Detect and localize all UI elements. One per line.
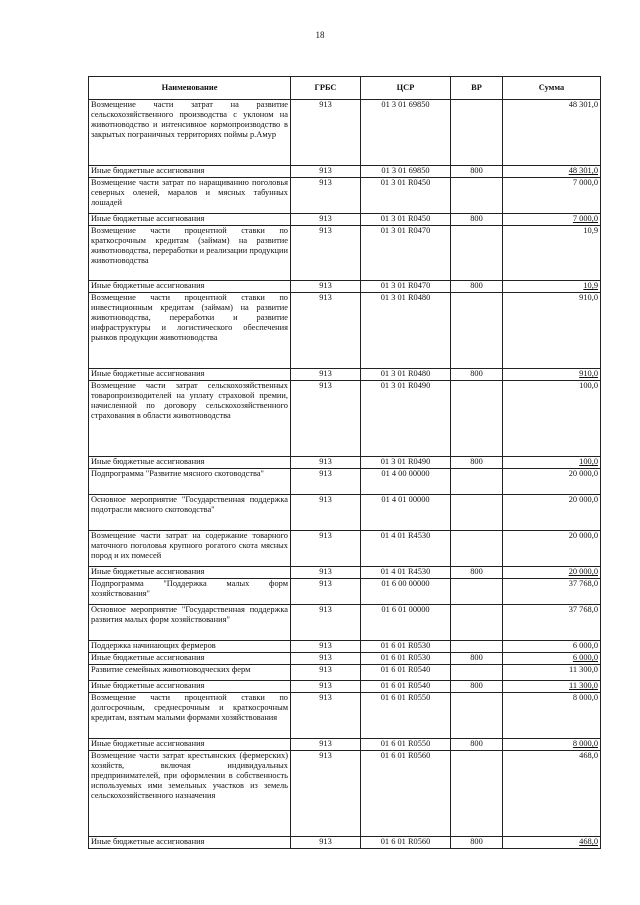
cell-sum: 48 301,0 xyxy=(503,100,601,166)
cell-grbs: 913 xyxy=(291,653,361,665)
cell-csr: 01 6 01 R0530 xyxy=(361,653,451,665)
cell-name: Иные бюджетные ассигнования xyxy=(89,166,291,178)
cell-grbs: 913 xyxy=(291,579,361,605)
cell-vr xyxy=(451,178,503,214)
cell-name: Поддержка начинающих фермеров xyxy=(89,641,291,653)
cell-vr xyxy=(451,495,503,531)
cell-vr: 800 xyxy=(451,369,503,381)
cell-vr xyxy=(451,381,503,457)
cell-vr xyxy=(451,469,503,495)
header-vr: ВР xyxy=(451,77,503,100)
cell-grbs: 913 xyxy=(291,495,361,531)
cell-sum: 6 000,0 xyxy=(503,653,601,665)
table-row xyxy=(89,837,601,849)
table-row xyxy=(89,178,601,214)
table-row xyxy=(89,457,601,469)
cell-csr: 01 6 01 R0550 xyxy=(361,693,451,739)
cell-name: Иные бюджетные ассигнования xyxy=(89,281,291,293)
cell-vr: 800 xyxy=(451,681,503,693)
cell-name: Иные бюджетные ассигнования xyxy=(89,369,291,381)
cell-vr xyxy=(451,293,503,369)
cell-name: Возмещение части затрат крестьянских (фермерских) хозяйств, включая индивидуальных предпринимателей, при оформлении в собственность используемых ими земельных участков из земель сельскохозяйственного назначения xyxy=(89,751,291,837)
cell-grbs: 913 xyxy=(291,457,361,469)
cell-sum: 910,0 xyxy=(503,293,601,369)
cell-name: Иные бюджетные ассигнования xyxy=(89,739,291,751)
cell-grbs: 913 xyxy=(291,837,361,849)
cell-grbs: 913 xyxy=(291,469,361,495)
cell-csr: 01 4 01 R4530 xyxy=(361,531,451,567)
cell-csr: 01 4 00 00000 xyxy=(361,469,451,495)
cell-sum: 7 000,0 xyxy=(503,214,601,226)
cell-name: Основное мероприятие "Государственная поддержка развития малых форм хозяйствования" xyxy=(89,605,291,641)
table-row xyxy=(89,531,601,567)
cell-sum: 37 768,0 xyxy=(503,579,601,605)
table-row xyxy=(89,693,601,739)
table-row xyxy=(89,605,601,641)
cell-sum: 10,9 xyxy=(503,226,601,281)
cell-sum: 20 000,0 xyxy=(503,495,601,531)
cell-vr: 800 xyxy=(451,166,503,178)
cell-sum: 10,9 xyxy=(503,281,601,293)
cell-vr xyxy=(451,641,503,653)
cell-vr xyxy=(451,531,503,567)
table-row xyxy=(89,214,601,226)
cell-sum: 100,0 xyxy=(503,457,601,469)
cell-vr xyxy=(451,693,503,739)
cell-grbs: 913 xyxy=(291,693,361,739)
cell-csr: 01 3 01 R0490 xyxy=(361,457,451,469)
cell-sum: 7 000,0 xyxy=(503,178,601,214)
budget-table xyxy=(88,76,601,849)
cell-vr: 800 xyxy=(451,567,503,579)
cell-sum: 20 000,0 xyxy=(503,531,601,567)
table-row xyxy=(89,641,601,653)
cell-name: Возмещение части затрат на содержание товарного маточного поголовья крупного рогатого скота мясных пород и их помесей xyxy=(89,531,291,567)
cell-grbs: 913 xyxy=(291,739,361,751)
cell-grbs: 913 xyxy=(291,751,361,837)
cell-vr xyxy=(451,605,503,641)
cell-csr: 01 6 01 R0560 xyxy=(361,837,451,849)
cell-grbs: 913 xyxy=(291,641,361,653)
table-row xyxy=(89,579,601,605)
cell-grbs: 913 xyxy=(291,226,361,281)
cell-sum: 468,0 xyxy=(503,837,601,849)
cell-csr: 01 6 01 R0550 xyxy=(361,739,451,751)
cell-sum: 8 000,0 xyxy=(503,693,601,739)
cell-grbs: 913 xyxy=(291,681,361,693)
cell-csr: 01 6 01 00000 xyxy=(361,605,451,641)
cell-csr: 01 6 01 R0540 xyxy=(361,681,451,693)
cell-vr: 800 xyxy=(451,457,503,469)
cell-name: Иные бюджетные ассигнования xyxy=(89,567,291,579)
header-name: Наименование xyxy=(89,77,291,100)
cell-name: Возмещение части затрат сельскохозяйственных товаропроизводителей на уплату страховой премии, начисленной по договору сельскохозяйственного страхования в области животноводства xyxy=(89,381,291,457)
cell-vr: 800 xyxy=(451,653,503,665)
table-header-row xyxy=(89,77,601,100)
cell-name: Возмещение части процентной ставки по краткосрочным кредитам (займам) на развитие животноводства, переработки и реализации продукции животноводства xyxy=(89,226,291,281)
cell-grbs: 913 xyxy=(291,531,361,567)
cell-name: Возмещение части затрат по наращиванию поголовья северных оленей, маралов и мясных табунных лошадей xyxy=(89,178,291,214)
cell-grbs: 913 xyxy=(291,605,361,641)
cell-csr: 01 3 01 69850 xyxy=(361,166,451,178)
cell-grbs: 913 xyxy=(291,665,361,681)
table-row xyxy=(89,469,601,495)
cell-vr xyxy=(451,100,503,166)
cell-vr: 800 xyxy=(451,837,503,849)
cell-csr: 01 3 01 R0450 xyxy=(361,214,451,226)
cell-grbs: 913 xyxy=(291,293,361,369)
cell-name: Иные бюджетные ассигнования xyxy=(89,837,291,849)
cell-sum: 6 000,0 xyxy=(503,641,601,653)
table-row xyxy=(89,665,601,681)
cell-sum: 8 000,0 xyxy=(503,739,601,751)
cell-csr: 01 6 01 R0560 xyxy=(361,751,451,837)
cell-vr xyxy=(451,665,503,681)
table-row xyxy=(89,681,601,693)
cell-grbs: 913 xyxy=(291,214,361,226)
cell-vr: 800 xyxy=(451,739,503,751)
cell-vr xyxy=(451,751,503,837)
cell-grbs: 913 xyxy=(291,178,361,214)
cell-sum: 100,0 xyxy=(503,381,601,457)
cell-vr xyxy=(451,226,503,281)
cell-name: Подпрограмма "Поддержка малых форм хозяйствования" xyxy=(89,579,291,605)
table-row xyxy=(89,653,601,665)
cell-csr: 01 4 01 00000 xyxy=(361,495,451,531)
cell-name: Возмещение части процентной ставки по долгосрочным, среднесрочным и краткосрочным кредитам, взятым малыми формами хозяйствования xyxy=(89,693,291,739)
cell-csr: 01 3 01 R0480 xyxy=(361,369,451,381)
cell-csr: 01 3 01 R0470 xyxy=(361,226,451,281)
cell-grbs: 913 xyxy=(291,166,361,178)
cell-sum: 11 300,0 xyxy=(503,681,601,693)
cell-name: Иные бюджетные ассигнования xyxy=(89,214,291,226)
cell-sum: 20 000,0 xyxy=(503,567,601,579)
cell-csr: 01 4 01 R4530 xyxy=(361,567,451,579)
page-number: 18 xyxy=(315,30,325,40)
cell-csr: 01 6 01 R0540 xyxy=(361,665,451,681)
cell-grbs: 913 xyxy=(291,567,361,579)
table-row xyxy=(89,751,601,837)
cell-name: Развитие семейных животноводческих ферм xyxy=(89,665,291,681)
cell-name: Возмещение части затрат на развитие сельскохозяйственного производства с уклоном на животноводство и интенсивное кормопроизводство в закрытых пограничных территориях поймы р.Амур xyxy=(89,100,291,166)
cell-sum: 20 000,0 xyxy=(503,469,601,495)
cell-name: Подпрограмма "Развитие мясного скотоводства" xyxy=(89,469,291,495)
cell-vr xyxy=(451,579,503,605)
cell-grbs: 913 xyxy=(291,369,361,381)
cell-sum: 48 301,0 xyxy=(503,166,601,178)
header-grbs: ГРБС xyxy=(291,77,361,100)
cell-name: Иные бюджетные ассигнования xyxy=(89,457,291,469)
cell-csr: 01 3 01 69850 xyxy=(361,100,451,166)
table-row xyxy=(89,567,601,579)
cell-grbs: 913 xyxy=(291,281,361,293)
cell-name: Иные бюджетные ассигнования xyxy=(89,681,291,693)
cell-grbs: 913 xyxy=(291,100,361,166)
cell-name: Возмещение части процентной ставки по инвестиционным кредитам (займам) на развитие животноводства, переработки и развитие инфраструктуры и логистического обеспечения рынков продукции животноводства xyxy=(89,293,291,369)
cell-sum: 37 768,0 xyxy=(503,605,601,641)
table-row xyxy=(89,293,601,369)
cell-name: Иные бюджетные ассигнования xyxy=(89,653,291,665)
cell-csr: 01 3 01 R0450 xyxy=(361,178,451,214)
header-sum: Сумма xyxy=(503,77,601,100)
cell-sum: 468,0 xyxy=(503,751,601,837)
cell-csr: 01 6 01 R0530 xyxy=(361,641,451,653)
table-row xyxy=(89,166,601,178)
table-row xyxy=(89,495,601,531)
table-row xyxy=(89,369,601,381)
cell-sum: 910,0 xyxy=(503,369,601,381)
header-csr: ЦСР xyxy=(361,77,451,100)
cell-csr: 01 3 01 R0490 xyxy=(361,381,451,457)
cell-csr: 01 6 00 00000 xyxy=(361,579,451,605)
table-row xyxy=(89,226,601,281)
cell-csr: 01 3 01 R0480 xyxy=(361,293,451,369)
table-row xyxy=(89,739,601,751)
cell-sum: 11 300,0 xyxy=(503,665,601,681)
cell-vr: 800 xyxy=(451,214,503,226)
cell-vr: 800 xyxy=(451,281,503,293)
cell-csr: 01 3 01 R0470 xyxy=(361,281,451,293)
table-row xyxy=(89,381,601,457)
cell-name: Основное мероприятие "Государственная поддержка подотрасли мясного скотоводства" xyxy=(89,495,291,531)
cell-grbs: 913 xyxy=(291,381,361,457)
table-row xyxy=(89,281,601,293)
table-row xyxy=(89,100,601,166)
